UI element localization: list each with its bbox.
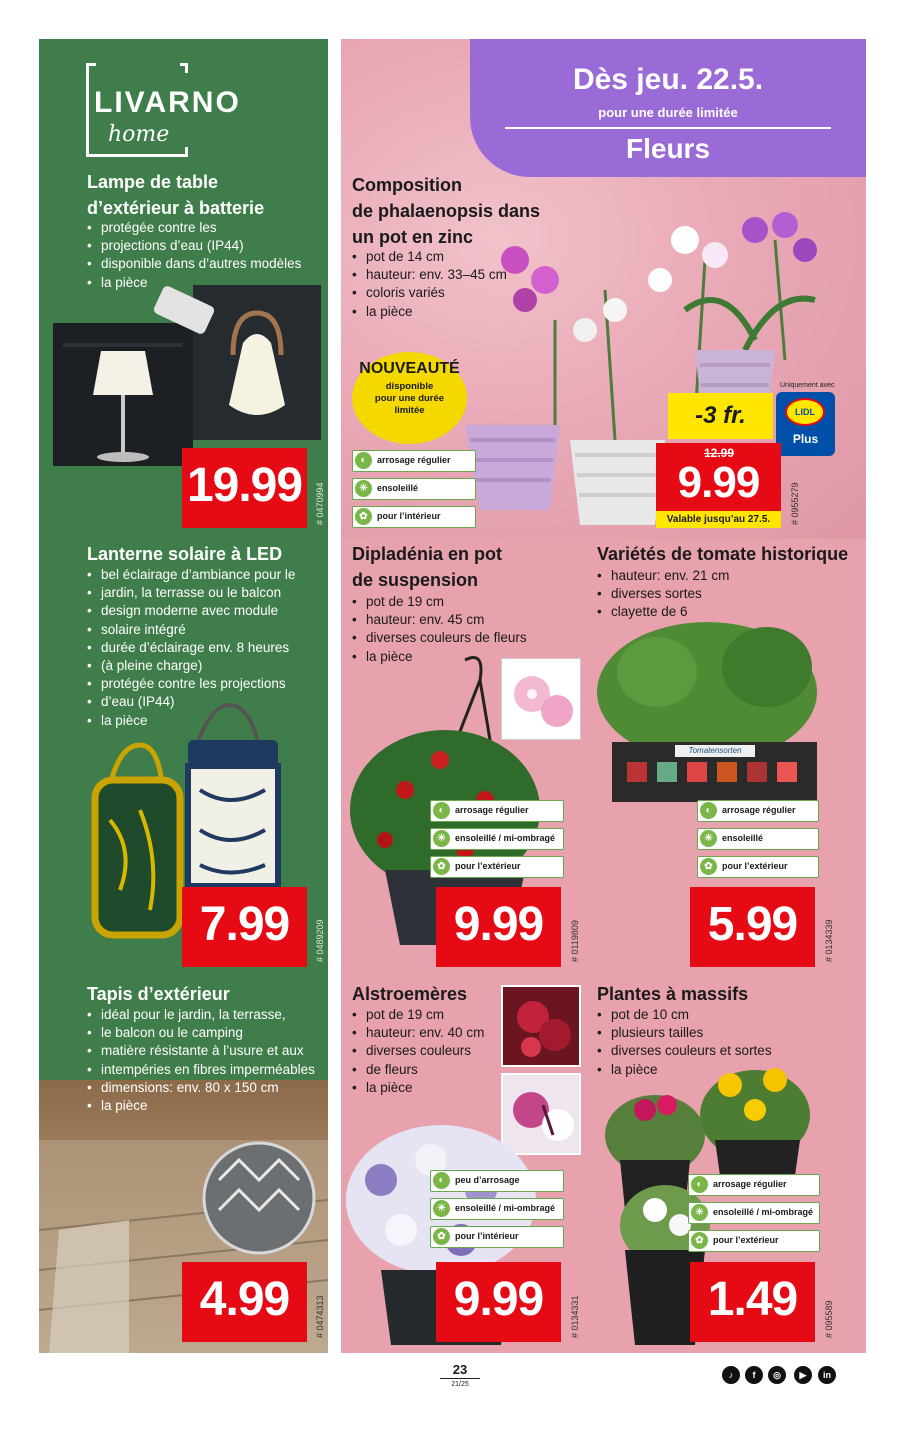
rug-price: 4.99 bbox=[182, 1262, 307, 1342]
tag-location: ✿ pour l’extérieur bbox=[697, 856, 819, 878]
tag-location: ✿ pour l’intérieur bbox=[430, 1226, 564, 1248]
massifs-bullets: • pot de 10 cm • plusieurs tailles • diverses couleurs et sortes • la pièce bbox=[597, 1006, 817, 1079]
tag-sun: ☀ ensoleillé bbox=[697, 828, 819, 850]
crate-label: Tomatensorten bbox=[675, 745, 755, 757]
page-number: 23 bbox=[440, 1362, 480, 1379]
banner-category: Fleurs bbox=[625, 133, 711, 164]
rug-title: Tapis d’extérieur bbox=[87, 984, 230, 1004]
tag-sun: ☀ ensoleillé / mi-ombragé bbox=[430, 1198, 564, 1220]
nouveaute-badge: NOUVEAUTÉ disponible pour une durée limitée bbox=[352, 352, 467, 444]
tomato-bullets: • hauteur: env. 21 cm • diverses sortes • clayette de 6 bbox=[597, 567, 817, 622]
tag-watering: ◐ peu d’arrosage bbox=[430, 1170, 564, 1192]
lantern-sku: # 0489209 bbox=[315, 919, 325, 962]
valid-until: Valable jusqu’au 27.5. bbox=[656, 511, 781, 528]
tag-watering: ◐ arrosage régulier bbox=[352, 450, 476, 472]
outdoor-plant-icon: ✿ bbox=[691, 1232, 708, 1249]
watering-can-icon: ◐ bbox=[355, 452, 372, 469]
rug-sku: # 0474313 bbox=[315, 1295, 325, 1338]
sun-icon: ☀ bbox=[433, 1200, 450, 1217]
tag-watering: ◐ arrosage régulier bbox=[697, 800, 819, 822]
tag-watering: ◐ arrosage régulier bbox=[688, 1174, 820, 1196]
outdoor-plant-icon: ✿ bbox=[700, 858, 717, 875]
date-banner bbox=[470, 39, 866, 177]
rug-bullets: • idéal pour le jardin, la terrasse, • le balcon ou le camping • matière résistante à l’usure et aux • intempéries en fibres imperméables • dimensions: env. 80 x 150 cm • la pièce bbox=[87, 1006, 322, 1115]
facebook-icon[interactable]: f bbox=[745, 1366, 763, 1384]
tag-location: ✿ pour l’intérieur bbox=[352, 506, 476, 528]
dipladenia-title: Dipladénia en pot de suspension bbox=[352, 544, 503, 590]
lantern-title: Lanterne solaire à LED bbox=[87, 544, 283, 564]
week-number: 21/25 bbox=[451, 1381, 469, 1388]
outdoor-plant-icon: ✿ bbox=[433, 858, 450, 875]
app-note: Uniquement avec bbox=[780, 382, 835, 389]
watering-can-icon: ◐ bbox=[700, 802, 717, 819]
alstro-sku: # 0134331 bbox=[570, 1295, 580, 1338]
banner-date: Dès jeu. 22.5. bbox=[572, 63, 764, 96]
lidl-plus-logo: LIDL Plus bbox=[776, 392, 835, 456]
dipladenia-price: 9.99 bbox=[436, 887, 561, 967]
tomato-sku: # 0134339 bbox=[824, 919, 834, 962]
alstro-bullets: • pot de 19 cm • hauteur: env. 40 cm • diverses couleurs • de fleurs • la pièce bbox=[352, 1006, 502, 1097]
massifs-sku: # 095589 bbox=[824, 1300, 834, 1338]
massifs-title: Plantes à massifs bbox=[597, 984, 749, 1004]
tag-watering: ◐ arrosage régulier bbox=[430, 800, 564, 822]
dipladenia-bullets: • pot de 19 cm • hauteur: env. 45 cm • diverses couleurs de fleurs • la pièce bbox=[352, 593, 592, 666]
linkedin-icon[interactable]: in bbox=[818, 1366, 836, 1384]
orchid-old-price: 12.99 bbox=[704, 446, 735, 460]
tomato-photo bbox=[597, 612, 822, 802]
indoor-plant-icon: ✿ bbox=[433, 1228, 450, 1245]
alstro-inset-red bbox=[501, 985, 581, 1067]
sun-icon: ☀ bbox=[355, 480, 372, 497]
youtube-icon[interactable]: ▶ bbox=[794, 1366, 812, 1384]
watering-can-icon: ◐ bbox=[433, 1172, 450, 1189]
lantern-price: 7.99 bbox=[182, 887, 307, 967]
alstro-price: 9.99 bbox=[436, 1262, 561, 1342]
sun-icon: ☀ bbox=[691, 1204, 708, 1221]
dipladenia-sku: # 0119809 bbox=[570, 920, 580, 962]
discount-badge: -3 fr. bbox=[668, 393, 773, 439]
tag-sun: ☀ ensoleillé bbox=[352, 478, 476, 500]
orchid-title: Composition de phalaenopsis dans un pot en zinc bbox=[352, 175, 541, 247]
remote-control-photo bbox=[150, 285, 220, 345]
orchid-price: 12.99 9.99 bbox=[656, 443, 781, 511]
sun-icon: ☀ bbox=[433, 830, 450, 847]
tag-location: ✿ pour l’extérieur bbox=[430, 856, 564, 878]
tiktok-icon[interactable]: ♪ bbox=[722, 1366, 740, 1384]
banner-note: pour une durée limitée bbox=[598, 105, 738, 120]
lamp-title: Lampe de table d’extérieur à batterie bbox=[87, 172, 265, 218]
tag-sun: ☀ ensoleillé / mi-ombragé bbox=[688, 1202, 820, 1224]
instagram-icon[interactable]: ◎ bbox=[768, 1366, 786, 1384]
watering-can-icon: ◐ bbox=[433, 802, 450, 819]
orchid-bullets: • pot de 14 cm • hauteur: env. 33–45 cm • coloris variés • la pièce bbox=[352, 248, 512, 321]
watering-can-icon: ◐ bbox=[691, 1176, 708, 1193]
indoor-plant-icon: ✿ bbox=[355, 508, 372, 525]
massifs-price: 1.49 bbox=[690, 1262, 815, 1342]
tomato-price: 5.99 bbox=[690, 887, 815, 967]
tag-sun: ☀ ensoleillé / mi-ombragé bbox=[430, 828, 564, 850]
sun-icon: ☀ bbox=[700, 830, 717, 847]
tomato-title: Variétés de tomate historique bbox=[597, 544, 849, 564]
lamp-sku: # 0470994 bbox=[315, 482, 325, 525]
alstro-title: Alstroemères bbox=[352, 984, 468, 1004]
tag-location: ✿ pour l’extérieur bbox=[688, 1230, 820, 1252]
orchid-sku: # 0955279 bbox=[790, 482, 800, 525]
lamp-price: 19.99 bbox=[182, 448, 307, 528]
lantern-bullets: • bel éclairage d’ambiance pour le • jardin, la terrasse ou le balcon • design moderne avec module • solaire intégré • durée d’éclairage env. 8 heures • (à pleine charge) • protégée contre les projections • d’eau (IP44) • la pièce bbox=[87, 566, 317, 730]
lamp-bullets: • protégée contre les • projections d’eau (IP44) • disponible dans d’autres modèles • la pièce bbox=[87, 219, 322, 292]
